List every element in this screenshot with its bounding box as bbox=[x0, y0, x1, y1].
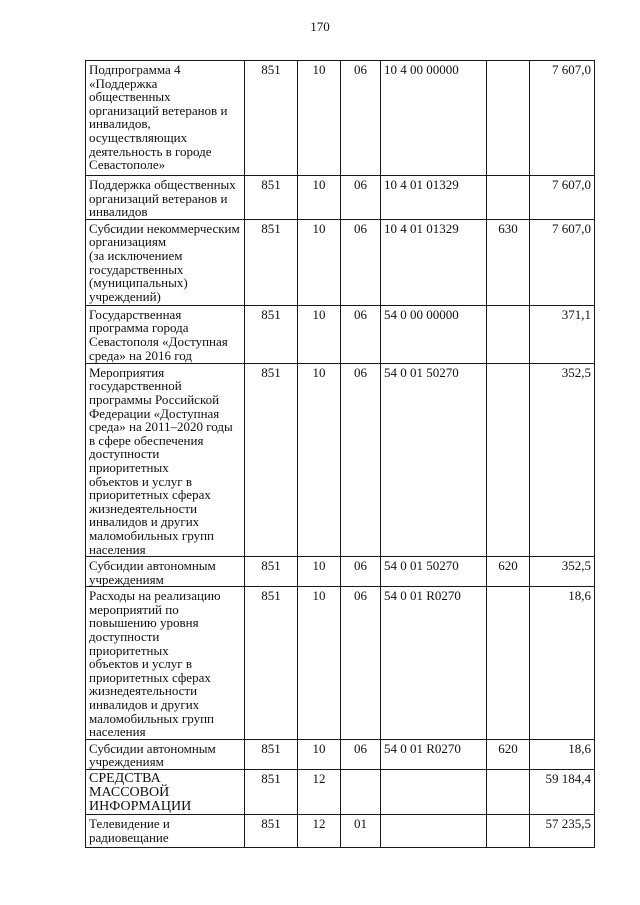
row-ved: 851 bbox=[245, 61, 298, 176]
row-subsection: 06 bbox=[341, 587, 381, 740]
row-sum: 57 235,5 bbox=[530, 815, 595, 848]
row-expense-type bbox=[487, 770, 530, 815]
row-ved: 851 bbox=[245, 770, 298, 815]
row-target-article bbox=[381, 770, 487, 815]
row-expense-type: 620 bbox=[487, 557, 530, 587]
row-subsection: 06 bbox=[341, 557, 381, 587]
row-subsection: 06 bbox=[341, 219, 381, 305]
row-expense-type bbox=[487, 363, 530, 556]
row-name: Субсидии автономным учреждениям bbox=[86, 557, 245, 587]
row-ved: 851 bbox=[245, 587, 298, 740]
row-sum: 352,5 bbox=[530, 557, 595, 587]
row-section: 10 bbox=[298, 176, 341, 220]
row-name: Мероприятия государственной программы Российской Федерации «Доступная среда» на 2011–2020 годы в сфере обеспечения доступности приоритетных объектов и услуг в приоритетных сферах жизнедеятельности инвалидов и других маломобильных групп населения bbox=[86, 363, 245, 556]
table-row bbox=[86, 176, 595, 220]
row-section: 10 bbox=[298, 557, 341, 587]
row-subsection: 06 bbox=[341, 363, 381, 556]
row-sum: 18,6 bbox=[530, 739, 595, 769]
row-section: 10 bbox=[298, 219, 341, 305]
table-row bbox=[86, 739, 595, 769]
row-ved: 851 bbox=[245, 739, 298, 769]
table-row bbox=[86, 557, 595, 587]
page-number: 170 bbox=[310, 19, 330, 34]
table-row bbox=[86, 219, 595, 305]
row-expense-type bbox=[487, 305, 530, 363]
row-ved: 851 bbox=[245, 219, 298, 305]
row-section: 10 bbox=[298, 61, 341, 176]
table-row bbox=[86, 61, 595, 176]
row-subsection: 06 bbox=[341, 305, 381, 363]
row-name: Подпрограмма 4 «Поддержка общественных организаций ветеранов и инвалидов, осуществляющих деятельность в городе Севастополе» bbox=[86, 61, 245, 176]
row-target-article: 54 0 01 50270 bbox=[381, 363, 487, 556]
row-target-article: 54 0 01 R0270 bbox=[381, 739, 487, 769]
row-sum: 59 184,4 bbox=[530, 770, 595, 815]
row-subsection: 06 bbox=[341, 176, 381, 220]
row-expense-type bbox=[487, 61, 530, 176]
table-row bbox=[86, 363, 595, 556]
row-ved: 851 bbox=[245, 815, 298, 848]
row-section: 10 bbox=[298, 305, 341, 363]
row-section: 12 bbox=[298, 815, 341, 848]
row-target-article bbox=[381, 815, 487, 848]
table-row bbox=[86, 815, 595, 848]
row-sum: 18,6 bbox=[530, 587, 595, 740]
row-section: 10 bbox=[298, 739, 341, 769]
row-name: Государственная программа города Севастополя «Доступная среда» на 2016 год bbox=[86, 305, 245, 363]
row-target-article: 54 0 01 50270 bbox=[381, 557, 487, 587]
row-sum: 7 607,0 bbox=[530, 219, 595, 305]
row-target-article: 10 4 01 01329 bbox=[381, 219, 487, 305]
row-subsection: 06 bbox=[341, 61, 381, 176]
row-subsection bbox=[341, 770, 381, 815]
row-sum: 352,5 bbox=[530, 363, 595, 556]
row-subsection: 06 bbox=[341, 739, 381, 769]
row-section: 10 bbox=[298, 363, 341, 556]
row-name: Расходы на реализацию мероприятий по повышению уровня доступности приоритетных объектов и услуг в приоритетных сферах жизнедеятельности инвалидов и других маломобильных групп населения bbox=[86, 587, 245, 740]
row-ved: 851 bbox=[245, 363, 298, 556]
budget-table bbox=[85, 60, 595, 848]
row-expense-type: 630 bbox=[487, 219, 530, 305]
row-target-article: 54 0 00 00000 bbox=[381, 305, 487, 363]
row-name: Субсидии некоммерческим организациям (за исключением государственных (муниципальных) учреждений) bbox=[86, 219, 245, 305]
row-target-article: 10 4 00 00000 bbox=[381, 61, 487, 176]
table-row bbox=[86, 770, 595, 815]
row-expense-type bbox=[487, 176, 530, 220]
row-target-article: 54 0 01 R0270 bbox=[381, 587, 487, 740]
row-name: Телевидение и радиовещание bbox=[86, 815, 245, 848]
row-ved: 851 bbox=[245, 305, 298, 363]
row-expense-type bbox=[487, 587, 530, 740]
row-subsection: 01 bbox=[341, 815, 381, 848]
row-section: 12 bbox=[298, 770, 341, 815]
table-row bbox=[86, 587, 595, 740]
row-name: СРЕДСТВА МАССОВОЙ ИНФОРМАЦИИ bbox=[86, 770, 245, 815]
row-expense-type: 620 bbox=[487, 739, 530, 769]
table-row bbox=[86, 305, 595, 363]
row-ved: 851 bbox=[245, 176, 298, 220]
row-name: Субсидии автономным учреждениям bbox=[86, 739, 245, 769]
row-sum: 371,1 bbox=[530, 305, 595, 363]
row-target-article: 10 4 01 01329 bbox=[381, 176, 487, 220]
row-sum: 7 607,0 bbox=[530, 176, 595, 220]
row-sum: 7 607,0 bbox=[530, 61, 595, 176]
row-expense-type bbox=[487, 815, 530, 848]
row-name: Поддержка общественных организаций ветеранов и инвалидов bbox=[86, 176, 245, 220]
row-section: 10 bbox=[298, 587, 341, 740]
row-ved: 851 bbox=[245, 557, 298, 587]
